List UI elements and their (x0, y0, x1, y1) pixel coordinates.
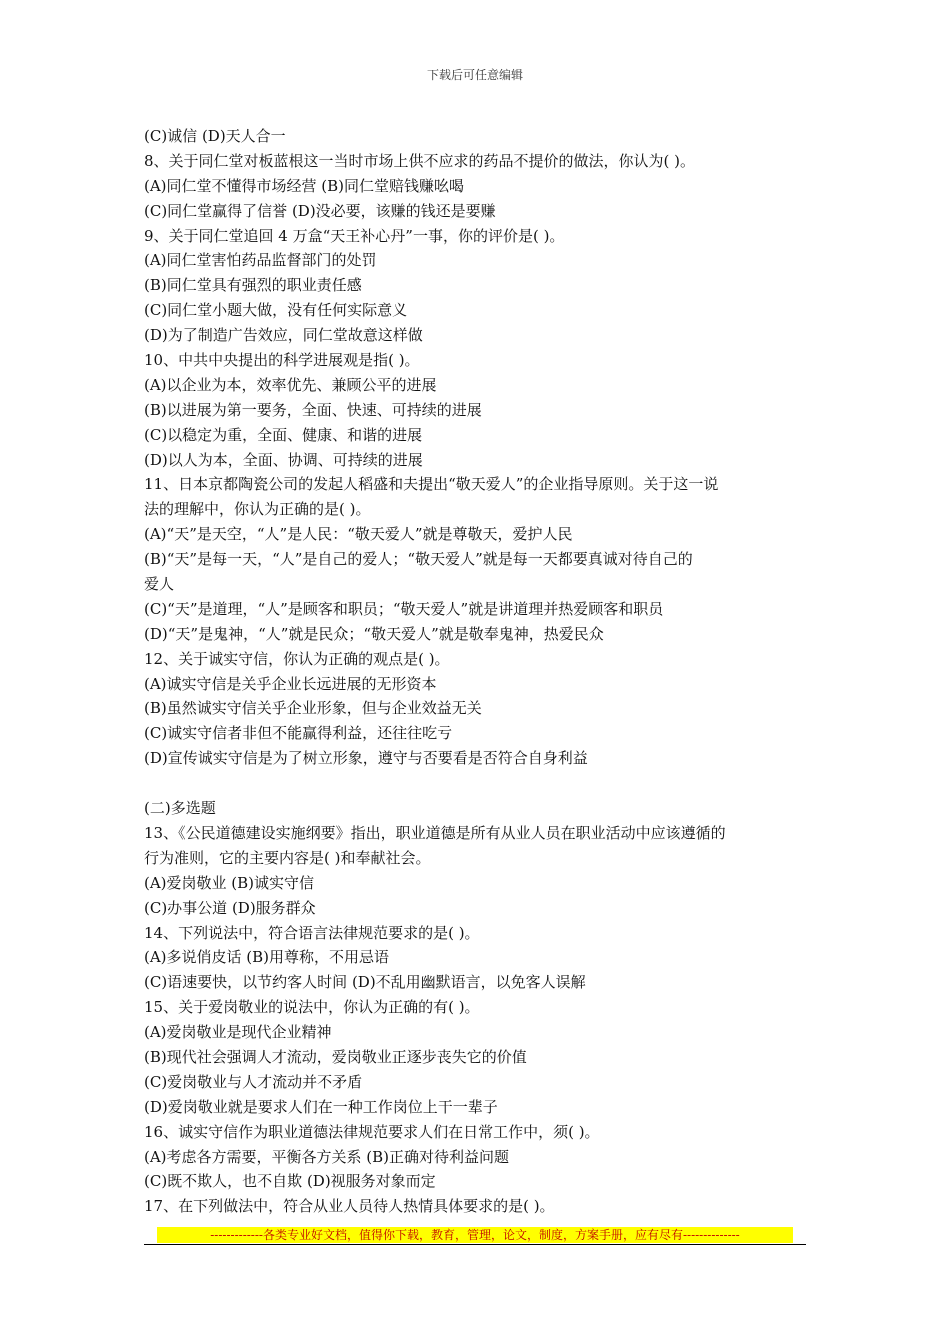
text-line: (C)同仁堂赢得了信誉 (D)没必要，该赚的钱还是要赚 (144, 201, 496, 220)
text-line: (C)语速要快，以节约客人时间 (D)不乱用幽默语言，以免客人误解 (144, 973, 586, 992)
text-line: (B)虽然诚实守信关乎企业形象，但与企业效益无关 (144, 699, 482, 718)
text-line: (B)同仁堂具有强烈的职业责任感 (144, 276, 362, 295)
blank-line (144, 771, 814, 796)
text-line: (C)办事公道 (D)服务群众 (144, 898, 316, 917)
text-line: (D)宣传诚实守信是为了树立形象，遵守与否要看是否符合自身利益 (144, 749, 588, 768)
question-13: 13、《公民道德建设实施纲要》指出，职业道德是所有从业人员在职业活动中应该遵循的 (144, 823, 726, 842)
text-line: (C)诚实守信者非但不能赢得利益，还往往吃亏 (144, 724, 453, 743)
text-line: (D)以人为本，全面、协调、可持续的进展 (144, 450, 423, 469)
question-11: 11、日本京都陶瓷公司的发起人稻盛和夫提出“敬天爱人”的企业指导原则。关于这一说 (144, 475, 719, 494)
question-9: 9、关于同仁堂追回 4 万盒“天王补心丹”一事，你的评价是( )。 (144, 226, 565, 245)
text-line: (D)为了制造广告效应，同仁堂故意这样做 (144, 326, 423, 345)
text-line: (A)考虑各方需要，平衡各方关系 (B)正确对待利益问题 (144, 1147, 510, 1166)
footer-banner: -------------各类专业好文档，值得你下载，教育，管理，论文，制度，方案手册，应有尽有-------------- (157, 1227, 793, 1243)
text-line: 行为准则，它的主要内容是( )和奉献社会。 (144, 848, 431, 867)
text-line: (D)“天”是鬼神，“人”就是民众；“敬天爱人”就是敬奉鬼神，热爱民众 (144, 624, 604, 643)
question-17: 17、在下列做法中，符合从业人员待人热情具体要求的是( )。 (144, 1197, 555, 1216)
text-line: (A)诚实守信是关乎企业长远进展的无形资本 (144, 674, 437, 693)
question-8: 8、关于同仁堂对板蓝根这一当时市场上供不应求的药品不提价的做法，你认为( )。 (144, 151, 696, 170)
text-line: (A)以企业为本，效率优先、兼顾公平的进展 (144, 375, 437, 394)
page-header: 下载后可任意编辑 (426, 68, 523, 82)
question-14: 14、下列说法中，符合语言法律规范要求的是( )。 (144, 923, 480, 942)
text-line: (A)“天”是天空，“人”是人民：“敬天爱人”就是尊敬天，爱护人民 (144, 525, 573, 544)
text-line: (A)爱岗敬业是现代企业精神 (144, 1023, 332, 1042)
text-line: 法的理解中，你认为正确的是( )。 (144, 500, 371, 519)
text-line: (C)既不欺人，也不自欺 (D)视服务对象而定 (144, 1172, 436, 1191)
text-line: (A)爱岗敬业 (B)诚实守信 (144, 873, 315, 892)
question-15: 15、关于爱岗敬业的说法中，你认为正确的有( )。 (144, 998, 480, 1017)
question-10: 10、中共中央提出的科学进展观是指( )。 (144, 351, 420, 370)
text-line: (C)爱岗敬业与人才流动并不矛盾 (144, 1072, 363, 1091)
footer-divider (144, 1244, 806, 1245)
text-line: (B)以进展为第一要务，全面、快速、可持续的进展 (144, 400, 482, 419)
text-line: (C)“天”是道理，“人”是顾客和职员；“敬天爱人”就是讲道理并热爱顾客和职员 (144, 599, 664, 618)
text-line: (C)以稳定为重，全面、健康、和谐的进展 (144, 425, 423, 444)
text-line: (C)同仁堂小题大做，没有任何实际意义 (144, 301, 408, 320)
text-line: (A)同仁堂害怕药品监督部门的处罚 (144, 251, 377, 270)
text-line: (D)爱岗敬业就是要求人们在一种工作岗位上干一辈子 (144, 1097, 498, 1116)
text-line: (B)现代社会强调人才流动，爱岗敬业正逐步丧失它的价值 (144, 1047, 527, 1066)
text-line: (A)多说俏皮话 (B)用尊称，不用忌语 (144, 948, 390, 967)
section-heading: (二)多选题 (144, 799, 216, 818)
question-12: 12、关于诚实守信，你认为正确的观点是( )。 (144, 649, 450, 668)
question-16: 16、诚实守信作为职业道德法律规范要求人们在日常工作中，须( )。 (144, 1122, 600, 1141)
text-line: (B)“天”是每一天，“人”是自己的爱人；“敬天爱人”就是每一天都要真诚对待自己的 (144, 550, 693, 569)
text-line: (A)同仁堂不懂得市场经营 (B)同仁堂赔钱赚吆喝 (144, 176, 465, 195)
text-line: 爱人 (144, 575, 175, 594)
text-line: (C)诚信 (D)天人合一 (144, 127, 286, 145)
document-body (144, 124, 814, 1219)
